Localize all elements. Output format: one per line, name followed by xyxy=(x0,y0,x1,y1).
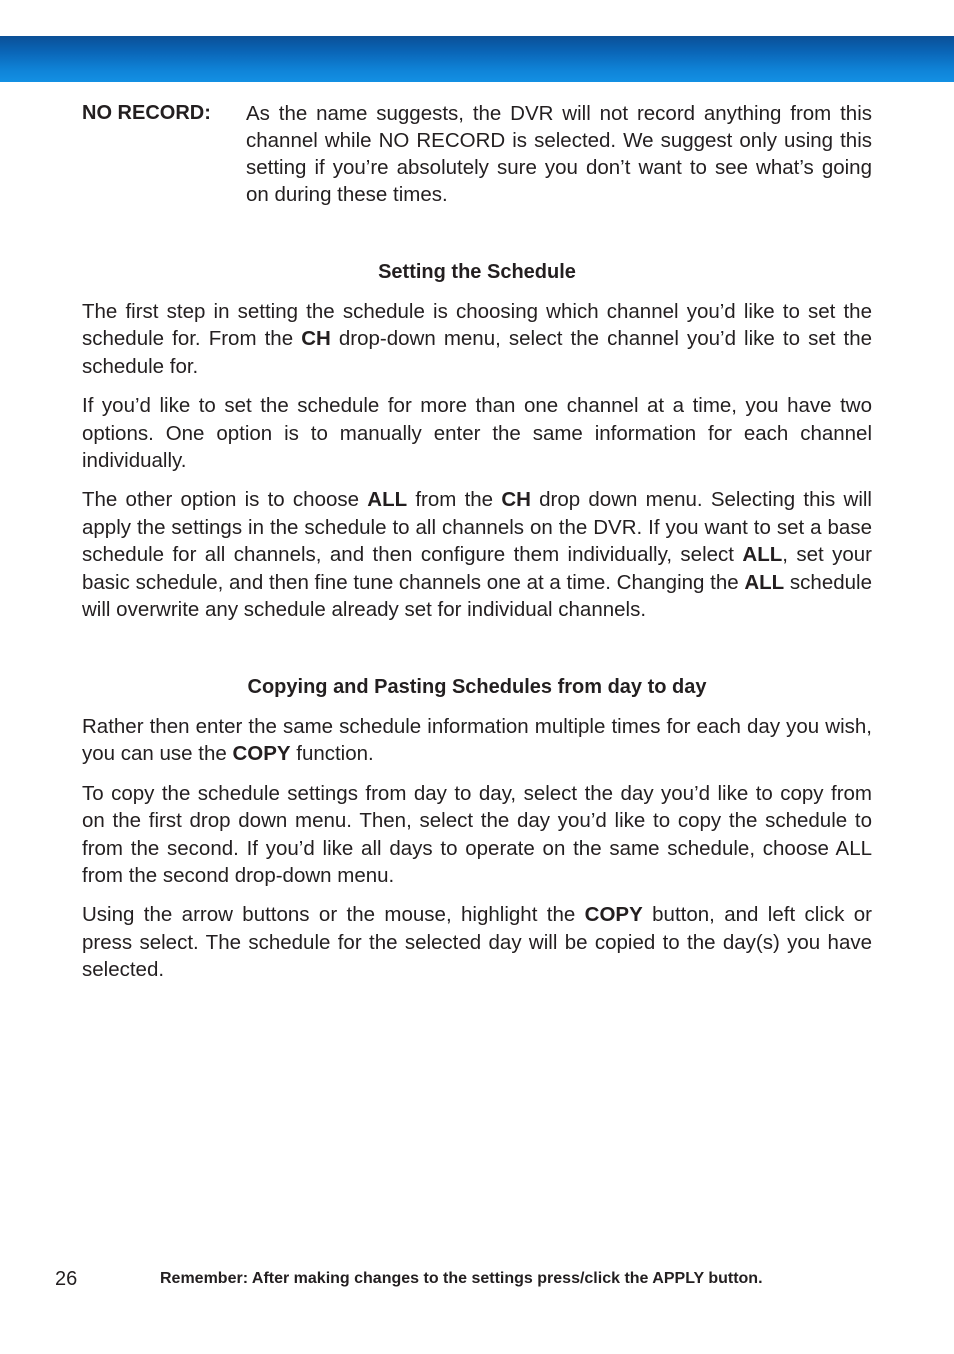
paragraph-multiple-channels: If you’d like to set the schedule for more than one channel at a time, you have two options. One option is to manually enter the same information for each channel individually. xyxy=(82,394,872,473)
paragraph-copy-function: Rather then enter the same schedule information multiple times for each day you wish, you can use the COPY function. xyxy=(82,715,872,766)
section-heading-copy-paste: Copying and Pasting Schedules from day to day xyxy=(247,676,707,698)
section-heading-setting-schedule: Setting the Schedule xyxy=(378,261,576,283)
section-copy-paste xyxy=(82,674,872,984)
paragraph-copy-steps: To copy the schedule settings from day to day, select the day you’d like to copy from on the first drop down menu. Then, select the day you’d like to copy the schedule to from the second. If you’d like all days to operate on the same schedule, choose ALL from the second drop-down menu. xyxy=(82,781,872,888)
no-record-term: NO RECORD: xyxy=(82,102,211,124)
footer-reminder: Remember: After making changes to the settings press/click the APPLY button. xyxy=(160,1270,763,1287)
section-setting-schedule xyxy=(82,259,872,623)
header-band xyxy=(0,36,954,82)
page-number: 26 xyxy=(55,1268,78,1290)
no-record-description: As the name suggests, the DVR will not record anything from this channel while NO RECORD is selected. We suggest only using this setting if you’re absolutely sure you don’t want to see what’s going on during these times. xyxy=(246,102,872,206)
paragraph-all-option: The other option is to choose ALL from the CH drop down menu. Selecting this will apply the settings in the schedule to all channels on the DVR. If you want to set a base schedule for all channels, and then configure them individually, select ALL, set your basic schedule, and then fine tune channels one at a time. Changing the ALL schedule will overwrite any schedule already set for individual channels. xyxy=(82,488,873,622)
paragraph-choose-channel: The first step in setting the schedule is choosing which channel you’d like to set the schedule for. From the CH drop-down menu, select the channel you’d like to set the schedule for. xyxy=(82,300,872,378)
paragraph-copy-button: Using the arrow buttons or the mouse, highlight the COPY button, and left click or press select. The schedule for the selected day will be copied to the day(s) you have selected. xyxy=(82,903,872,982)
